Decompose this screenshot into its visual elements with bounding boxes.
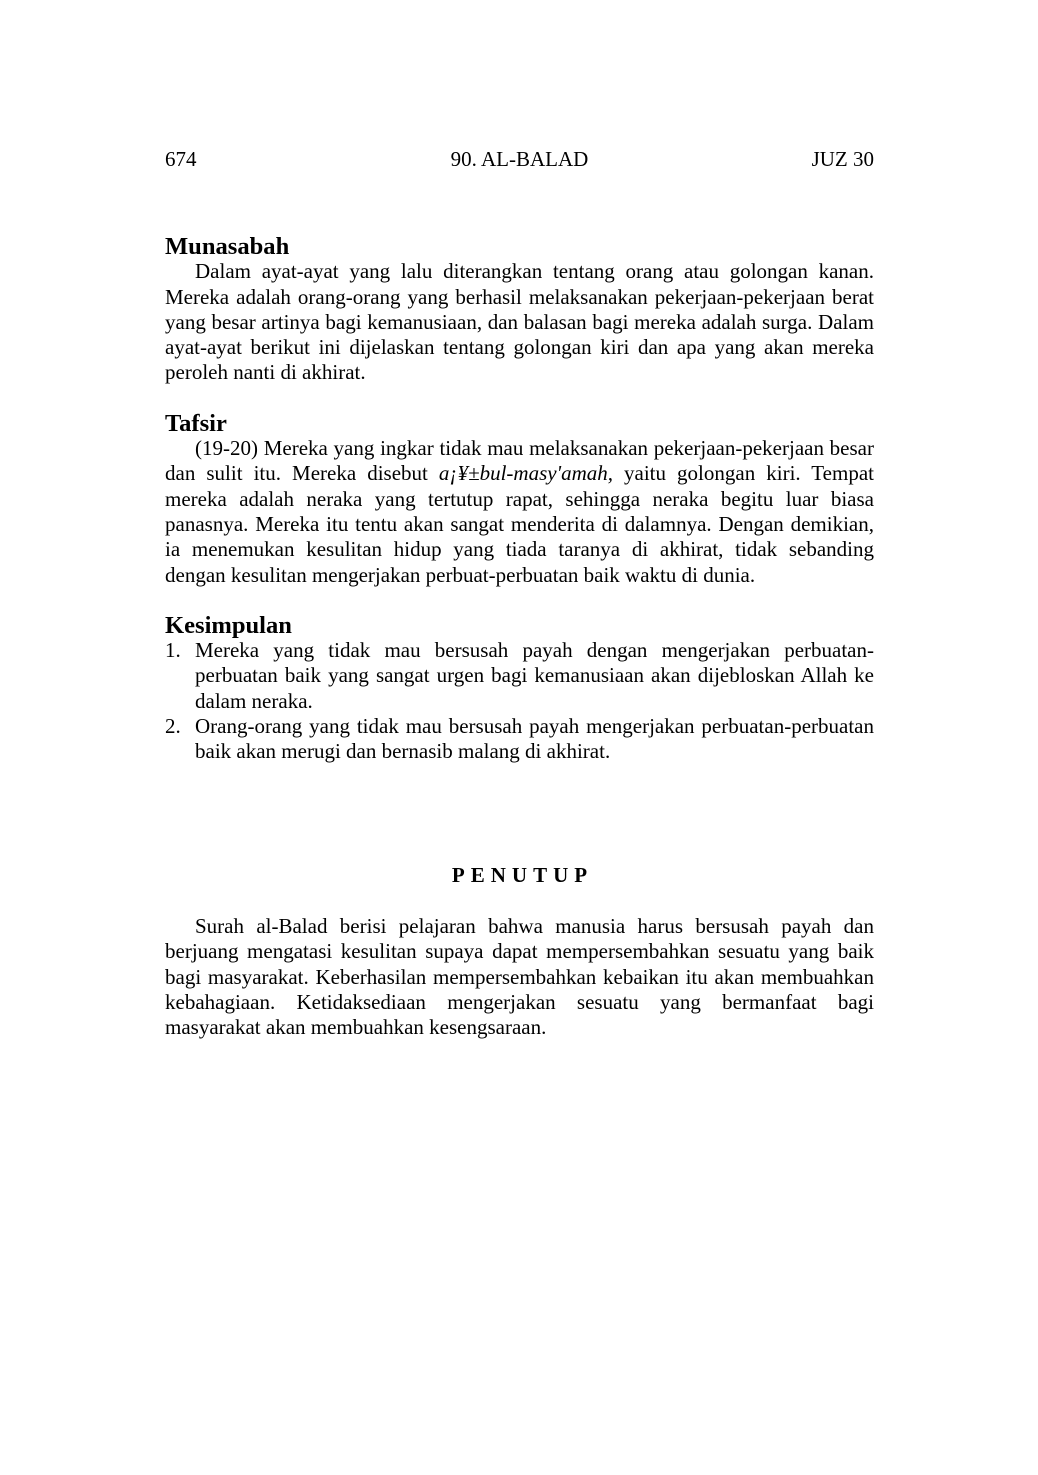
list-item bbox=[165, 638, 874, 714]
chapter-title: 90. AL-BALAD bbox=[450, 147, 589, 171]
kesimpulan-heading: Kesimpulan bbox=[165, 611, 292, 639]
kesimpulan-section bbox=[165, 613, 874, 765]
tafsir-heading: Tafsir bbox=[165, 409, 227, 437]
conclusion-list bbox=[165, 638, 874, 764]
tafsir-section bbox=[165, 411, 874, 588]
penutup-heading: PENUTUP bbox=[451, 863, 594, 887]
list-item bbox=[165, 714, 874, 765]
tafsir-term: a¡¥±bul-masy'amah, bbox=[438, 461, 613, 486]
list-item-text: Mereka yang tidak mau bersusah payah dengan mengerjakan perbuatan-perbuatan baik yang sangat urgen bagi kemanusiaan akan dijebloskan Allah ke dalam neraka. bbox=[195, 638, 874, 713]
running-header bbox=[165, 146, 874, 172]
munasabah-paragraph: Dalam ayat-ayat yang lalu diterangkan tentang orang atau golongan kanan. Mereka adalah orang-orang yang berhasil melaksanakan pekerjaan-pekerjaan berat yang besar artinya bagi kemanusiaan, dan balasan bagi mereka adalah surga. Dalam ayat-ayat berikut ini dijelaskan tentang golongan kiri dan apa yang akan mereka peroleh nanti di akhirat. bbox=[165, 259, 874, 385]
penutup-paragraph: Surah al-Balad berisi pelajaran bahwa manusia harus bersusah payah dan berjuang mengatasi kesulitan supaya dapat mempersembahkan sesuatu yang baik bagi masyarakat. Keberhasilan mempersembahkan kebaikan itu akan membuahkan kebahagiaan. Ketidaksediaan mengerjakan sesuatu yang bermanfaat bagi masyarakat akan membuahkan kesengsaraan. bbox=[165, 914, 874, 1040]
main-content bbox=[165, 234, 874, 765]
tafsir-text-after: yaitu golongan kiri. Tempat mereka adalah neraka yang tertutup rapat, sehingga neraka begitu luar biasa panasnya. Mereka itu tentu akan sangat menderita di dalamnya. Dengan demikian, ia menemukan kesulitan hidup yang tiada taranya di akhirat, tidak sebanding dengan kesulitan mengerjakan perbuat-perbuatan baik waktu di dunia. bbox=[165, 461, 874, 587]
list-item-number: 2. bbox=[165, 714, 181, 739]
page-number: 674 bbox=[165, 147, 197, 171]
tafsir-text-before: (19-20) Mereka yang ingkar tidak mau melaksanakan pekerjaan-pekerjaan besar dan sulit itu. Mereka disebut bbox=[165, 436, 874, 486]
penutup-section bbox=[165, 914, 874, 1040]
munasabah-heading: Munasabah bbox=[165, 233, 290, 260]
list-item-number: 1. bbox=[165, 638, 181, 663]
list-item-text: Orang-orang yang tidak mau bersusah payah mengerjakan perbuatan-perbuatan baik akan merugi dan bernasib malang di akhirat. bbox=[195, 714, 874, 764]
tafsir-paragraph bbox=[165, 436, 874, 588]
juz-label: JUZ 30 bbox=[811, 147, 874, 171]
munasabah-section bbox=[165, 234, 874, 386]
